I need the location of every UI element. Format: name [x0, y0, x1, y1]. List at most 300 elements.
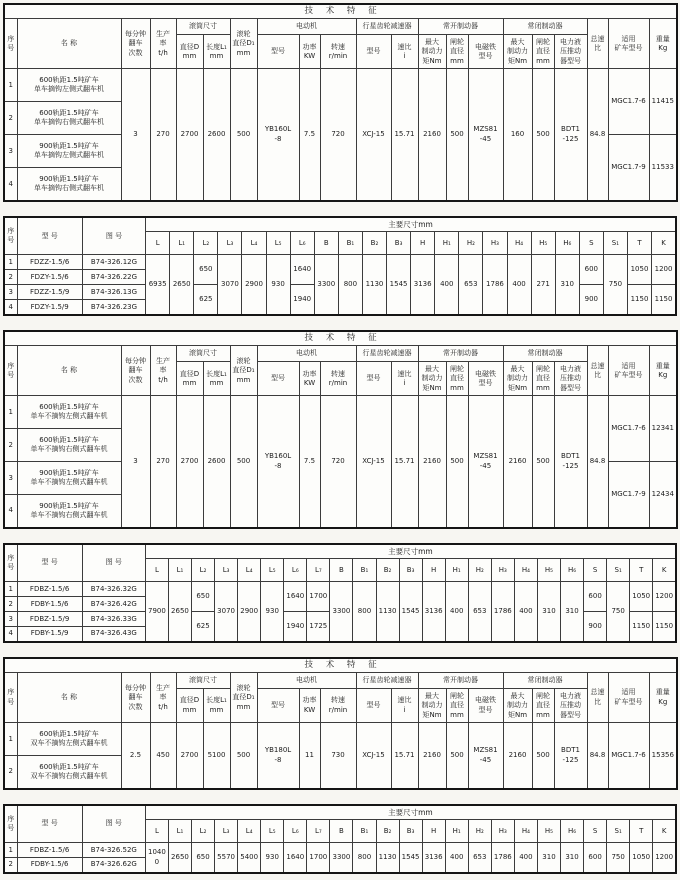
cell-per-min: 2.5 [121, 723, 150, 789]
cell-name-line: 600轨距1.5吨矿车 [39, 403, 99, 411]
cell-K: 1200 [653, 582, 676, 612]
cell-name [17, 168, 121, 201]
header-closed-brake-wheel-line: mm [536, 56, 550, 65]
cell-S: 600 [584, 843, 607, 873]
header-dim-L₃: L₃ [215, 559, 238, 582]
header-dim-K: K [653, 559, 676, 582]
header-dim-L₇: L₇ [307, 559, 330, 582]
header-roller-diameter-line: 直径D₁ [232, 366, 255, 375]
header-motor-group: 电动机 [257, 346, 356, 362]
header-motor-model: 型号 [257, 35, 299, 69]
tech-table-3 [3, 657, 678, 790]
header-roller-diameter [230, 346, 257, 396]
cell-pusher [554, 396, 587, 528]
cell-name-line: 单车摘钩左侧式翻车机 [34, 85, 104, 94]
header-drum-length [203, 35, 230, 69]
header-magnet-model-line: 型号 [478, 378, 493, 387]
header-tips-per-min-line: 翻车 [128, 366, 143, 375]
header-pusher-model [554, 362, 587, 396]
cell-K: 1150 [652, 285, 676, 315]
cell-name-line: 单车不摘钩右侧式翻车机 [30, 445, 108, 454]
header-weight [649, 673, 677, 723]
header-closed-brake-wheel-line: mm [536, 710, 550, 719]
header-motor-group: 电动机 [257, 19, 356, 35]
cell-drawing-no: B74-326.62G [82, 858, 145, 873]
header-weight-line: Kg [658, 43, 668, 52]
header-tips-per-min-line: 翻车 [128, 39, 143, 48]
header-closed-brake-wheel-line: 直径 [536, 701, 550, 710]
header-open-brake-torque-line: 最大 [425, 364, 439, 373]
header-closed-brake-group: 常闭制动器 [503, 673, 587, 689]
cell-seq: 2 [4, 270, 17, 285]
cell-B₂: 1130 [362, 255, 386, 315]
cell-drawing-no: B74-326.12G [82, 255, 145, 270]
cell-name-line: 单车不摘钩左侧式翻车机 [30, 478, 108, 487]
header-motor-model: 型号 [257, 362, 299, 396]
cell-pusher-line: BDT1 [561, 125, 580, 134]
header-dim-B₃: B₃ [387, 232, 411, 255]
header-dim-H₄: H₄ [507, 232, 531, 255]
header-weight-line: Kg [658, 370, 668, 379]
header-seq-line: 序 [7, 361, 15, 370]
header-motor-speed-line: 转速 [331, 42, 345, 51]
header-name: 名 称 [17, 19, 121, 69]
cell-weight: 11415 [649, 69, 677, 135]
cell-motor-model-line: -8 [274, 755, 282, 764]
header-dim-H₆: H₆ [561, 820, 584, 843]
cell-name-line: 600轨距1.5吨矿车 [39, 436, 99, 444]
cell-magnet [468, 396, 503, 528]
header-total-ratio-line: 比 [594, 43, 601, 52]
header-tips-per-min-line: 次数 [128, 702, 143, 711]
cell-drawing-no: B74-326.13G [82, 285, 145, 300]
cell-reducer-ratio: 15.71 [391, 723, 418, 789]
header-pusher-model-line: 压推动 [560, 374, 581, 383]
header-closed-brake-wheel [532, 689, 554, 723]
cell-model: FDZY-1.5/9 [17, 300, 82, 315]
header-seq-line: 序 [7, 814, 15, 823]
header-magnet-model-line: 型号 [478, 51, 493, 60]
header-open-brake-wheel-line: mm [450, 56, 464, 65]
cell-L₇: 1700 [307, 843, 330, 873]
cell-H₅: 310 [537, 582, 560, 642]
cell-name-line: 600轨距1.5吨矿车 [39, 109, 99, 118]
cell-roller-d: 500 [230, 69, 257, 201]
cell-open-wheel: 500 [446, 69, 468, 201]
header-weight-line: 重量 [655, 688, 670, 697]
header-production-rate-line: 率 [159, 366, 167, 375]
cell-L: 10400 [145, 843, 168, 873]
cell-L₅: 930 [266, 255, 290, 315]
cell-B₁: 800 [353, 582, 376, 642]
header-dim-B₂: B₂ [376, 820, 399, 843]
header-roller-diameter-line: 直径D₁ [232, 39, 255, 48]
header-dim-H₃: H₃ [483, 232, 507, 255]
header-reducer-model: 型号 [356, 35, 391, 69]
header-pusher-model-line: 器型号 [560, 56, 581, 65]
header-drum-size-group: 滚筒尺寸 [176, 346, 230, 362]
header-seq-line: 号 [7, 236, 15, 245]
cell-motor-model [257, 723, 299, 789]
cell-seq: 2 [4, 102, 17, 135]
cell-B₂: 1130 [376, 843, 399, 873]
header-open-brake-group: 常开制动器 [418, 673, 503, 689]
cell-closed-torque: 2160 [503, 723, 532, 789]
header-roller-diameter-line: mm [236, 375, 251, 384]
header-tips-per-min-line: 次数 [128, 48, 143, 57]
cell-B: 3300 [314, 255, 338, 315]
header-open-brake-wheel-line: 直径 [450, 47, 464, 56]
cell-open-torque: 2160 [418, 723, 446, 789]
header-dim-B₂: B₂ [362, 232, 386, 255]
cell-drum-len: 5100 [203, 723, 230, 789]
cell-T: 1150 [627, 285, 651, 315]
cell-B₁: 800 [338, 255, 362, 315]
header-reducer-ratio-line: i [403, 378, 406, 387]
cell-motor-power: 11 [299, 723, 320, 789]
cell-K: 1200 [652, 255, 676, 285]
header-pusher-model-line: 电力液 [560, 37, 581, 46]
header-drum-diameter-line: mm [182, 378, 197, 387]
header-open-brake-wheel-line: 直径 [450, 701, 464, 710]
cell-open-torque: 2160 [418, 396, 446, 528]
header-weight-line: Kg [658, 697, 668, 706]
header-dim-S₁: S₁ [607, 559, 630, 582]
header-open-brake-wheel [446, 689, 468, 723]
header-roller-diameter-line: 滚轮 [236, 356, 251, 365]
header-production-rate-line: t/h [158, 48, 168, 57]
header-open-brake-torque-line: 矩Nm [422, 710, 442, 719]
cell-drum-d: 2700 [176, 723, 203, 789]
cell-S: 600 [579, 255, 603, 285]
header-magnet-model [468, 35, 503, 69]
cell-roller-d: 500 [230, 723, 257, 789]
cell-seq: 3 [4, 462, 17, 495]
header-open-brake-wheel [446, 362, 468, 396]
cell-name [17, 723, 121, 756]
header-drum-length-line: 长度L₁ [206, 369, 227, 378]
cell-magnet-line: -45 [479, 755, 492, 764]
cell-T: 1150 [630, 612, 653, 642]
header-dim-B₃: B₃ [399, 559, 422, 582]
cell-rate: 270 [150, 396, 176, 528]
header-total-ratio-line: 总速 [590, 688, 605, 697]
cell-H₆: 310 [561, 582, 584, 642]
cell-weight: 12341 [649, 396, 677, 462]
header-name: 名 称 [17, 346, 121, 396]
cell-name-line: 单车不摘钩右侧式翻车机 [30, 511, 108, 520]
cell-model: FDBY-1.5/9 [17, 627, 82, 642]
cell-car-model: MGC1.7-6 [608, 69, 649, 135]
dim-table-2 [3, 543, 677, 643]
cell-L₂: 650 [194, 255, 218, 285]
cell-total-ratio: 84.8 [587, 396, 608, 528]
header-total-ratio-line: 比 [594, 370, 601, 379]
header-closed-brake-torque-line: 最大 [510, 364, 525, 373]
header-seq-line: 序 [7, 226, 15, 235]
cell-B: 3300 [330, 582, 353, 642]
cell-reducer-model: XCJ-15 [356, 69, 391, 201]
header-magnet-model [468, 362, 503, 396]
cell-reducer-model: XCJ-15 [356, 723, 391, 789]
header-drum-length-line: 长度L₁ [206, 696, 227, 705]
table-title: 技 术 特 征 [4, 658, 677, 673]
cell-closed-torque: 160 [503, 69, 532, 201]
cell-motor-model [257, 69, 299, 201]
cell-name-line: 600轨距1.5吨矿车 [39, 76, 99, 85]
cell-pusher-line: -125 [562, 755, 579, 764]
header-dim-L: L [145, 559, 168, 582]
header-seq-line: 序 [7, 688, 15, 697]
header-seq [4, 805, 17, 843]
cell-H₄: 400 [514, 582, 537, 642]
header-reducer-ratio [391, 689, 418, 723]
header-closed-brake-torque-line: 矩Nm [507, 710, 528, 719]
header-drum-length-line: mm [209, 378, 224, 387]
cell-weight: 11533 [649, 135, 677, 201]
cell-drawing-no: B74-326.42G [82, 597, 145, 612]
header-seq [4, 673, 17, 723]
cell-H₆: 310 [555, 255, 579, 315]
header-reducer-ratio [391, 35, 418, 69]
cell-S: 600 [584, 582, 607, 612]
header-dim-L₂: L₂ [192, 559, 215, 582]
cell-seq: 1 [4, 582, 17, 597]
cell-name [17, 495, 121, 528]
header-dim-H₃: H₃ [491, 820, 514, 843]
header-dim-L₄: L₄ [238, 559, 261, 582]
cell-model: FDBY-1.5/6 [17, 858, 82, 873]
cell-motor-model-line: -8 [274, 461, 282, 470]
header-production-rate [150, 19, 176, 69]
header-dim-T: T [630, 559, 653, 582]
header-reducer-ratio [391, 362, 418, 396]
header-closed-brake-wheel-line: mm [536, 383, 550, 392]
header-tips-per-min-line: 每分钟 [125, 29, 146, 38]
cell-seq: 1 [4, 723, 17, 756]
dim-table-1 [3, 216, 677, 316]
header-dim-B: B [314, 232, 338, 255]
header-dim-T: T [630, 820, 653, 843]
header-roller-diameter-line: 滚轮 [236, 683, 251, 692]
cell-seq: 2 [4, 597, 17, 612]
cell-L₇: 1725 [307, 612, 330, 642]
cell-name-line: 900轨距1.5吨矿车 [39, 174, 99, 183]
header-closed-brake-wheel-line: 闸轮 [536, 37, 550, 46]
header-dim-L₆: L₆ [284, 820, 307, 843]
header-car-model-line: 适用 [621, 688, 636, 697]
header-drum-diameter [176, 35, 203, 69]
cell-H₁: 400 [445, 582, 468, 642]
cell-per-min: 3 [121, 69, 150, 201]
cell-seq: 1 [4, 396, 17, 429]
header-dim-L₁: L₁ [170, 232, 194, 255]
cell-L₂: 625 [194, 285, 218, 315]
cell-closed-wheel: 500 [532, 396, 554, 528]
cell-name-line: 双车不摘钩左侧式翻车机 [30, 739, 108, 748]
cell-L₁: 2650 [168, 582, 191, 642]
header-car-model-line: 适用 [621, 361, 636, 370]
cell-rate: 450 [150, 723, 176, 789]
cell-drawing-no: B74-326.43G [82, 627, 145, 642]
cell-name [17, 102, 121, 135]
cell-seq: 2 [4, 756, 17, 789]
cell-seq: 4 [4, 168, 17, 201]
header-dim-H: H [411, 232, 435, 255]
header-seq [4, 544, 17, 582]
cell-drawing-no: B74-326.33G [82, 612, 145, 627]
header-pusher-model-line: 电力液 [560, 691, 581, 700]
header-drum-length-line: mm [209, 51, 224, 60]
cell-B₃: 1545 [399, 582, 422, 642]
header-open-brake-torque-line: 矩Nm [422, 383, 442, 392]
cell-seq: 2 [4, 858, 17, 873]
header-weight [649, 19, 677, 69]
header-total-ratio-line: 总速 [590, 361, 605, 370]
header-open-brake-torque-line: 最大 [425, 37, 439, 46]
header-tips-per-min-line: 每分钟 [125, 356, 146, 365]
tech-table-2 [3, 330, 678, 529]
cell-H₃: 1786 [491, 582, 514, 642]
header-closed-brake-torque [503, 35, 532, 69]
header-tips-per-min [121, 346, 150, 396]
header-motor-power [299, 35, 320, 69]
cell-H: 3136 [422, 582, 445, 642]
header-open-brake-torque-line: 最大 [425, 691, 439, 700]
cell-magnet [468, 723, 503, 789]
header-dim-L₆: L₆ [284, 559, 307, 582]
header-dim-B₁: B₁ [353, 820, 376, 843]
cell-H: 3136 [422, 843, 445, 873]
header-closed-brake-torque-line: 矩Nm [507, 383, 528, 392]
header-closed-brake-torque-line: 最大 [510, 37, 525, 46]
cell-H₂: 653 [468, 582, 491, 642]
header-closed-brake-torque-line: 矩Nm [507, 56, 528, 65]
cell-open-wheel: 500 [446, 396, 468, 528]
header-motor-power-line: KW [303, 51, 316, 60]
cell-S₁: 750 [607, 843, 630, 873]
header-dim-B₁: B₁ [338, 232, 362, 255]
header-open-brake-wheel [446, 35, 468, 69]
header-dim-H₁: H₁ [435, 232, 459, 255]
cell-magnet-line: MZS81 [473, 125, 498, 134]
header-drum-diameter [176, 689, 203, 723]
table-title: 技 术 特 征 [4, 4, 677, 19]
cell-magnet-line: -45 [479, 134, 492, 143]
header-reducer-group: 行星齿轮减速器 [356, 346, 418, 362]
header-car-model-line: 适用 [621, 34, 636, 43]
cell-H: 3136 [411, 255, 435, 315]
cell-per-min: 3 [121, 396, 150, 528]
header-pusher-model-line: 压推动 [560, 47, 581, 56]
header-tips-per-min-line: 次数 [128, 375, 143, 384]
cell-L₆: 1940 [290, 285, 314, 315]
header-drum-length-line: 长度L₁ [206, 42, 227, 51]
header-open-brake-group: 常开制动器 [418, 19, 503, 35]
header-dim-L₃: L₃ [218, 232, 242, 255]
header-reducer-ratio-line: i [403, 705, 406, 714]
cell-S: 900 [579, 285, 603, 315]
header-open-brake-wheel-line: mm [450, 710, 464, 719]
header-pusher-model-line: 压推动 [560, 701, 581, 710]
header-seq-line: 序 [7, 553, 15, 562]
cell-name-line: 900轨距1.5吨矿车 [39, 142, 99, 151]
cell-H₆: 310 [561, 843, 584, 873]
header-motor-speed [320, 362, 356, 396]
cell-name-line: 单车不摘钩左侧式翻车机 [30, 412, 108, 421]
cell-L₃: 3070 [218, 255, 242, 315]
header-drum-diameter [176, 362, 203, 396]
header-dim-H: H [422, 820, 445, 843]
header-dim-B₁: B₁ [353, 559, 376, 582]
cell-H₄: 400 [514, 843, 537, 873]
cell-L₇: 1700 [307, 582, 330, 612]
cell-H₄: 400 [507, 255, 531, 315]
header-open-brake-torque [418, 35, 446, 69]
cell-closed-torque: 2160 [503, 396, 532, 528]
header-motor-power-line: 功率 [302, 696, 317, 705]
header-magnet-model [468, 689, 503, 723]
header-drum-diameter-line: 直径D [179, 369, 200, 378]
header-dim-L₃: L₃ [215, 820, 238, 843]
cell-magnet-line: -45 [479, 461, 492, 470]
header-dim-L₅: L₅ [261, 820, 284, 843]
header-car-model [608, 19, 649, 69]
header-motor-speed-line: r/min [328, 51, 348, 60]
header-weight-line: 重量 [655, 361, 670, 370]
header-reducer-ratio-line: 速比 [397, 696, 412, 705]
cell-L₆: 1640 [284, 582, 307, 612]
header-dim-H₅: H₅ [537, 820, 560, 843]
cell-drawing-no: B74-326.22G [82, 270, 145, 285]
cell-seq: 2 [4, 429, 17, 462]
header-roller-diameter-line: mm [236, 48, 251, 57]
header-weight [649, 346, 677, 396]
cell-H₁: 400 [445, 843, 468, 873]
cell-K: 1150 [653, 612, 676, 642]
cell-seq: 3 [4, 612, 17, 627]
header-tips-per-min [121, 673, 150, 723]
cell-car-model: MGC1.7-6 [608, 396, 649, 462]
header-closed-brake-torque-line: 制动力 [507, 374, 528, 383]
cell-drum-d: 2700 [176, 396, 203, 528]
cell-S: 900 [584, 612, 607, 642]
cell-magnet-line: MZS81 [473, 746, 498, 755]
header-dim-H₄: H₄ [514, 820, 537, 843]
header-roller-diameter [230, 19, 257, 69]
header-dim-H₄: H₄ [514, 559, 537, 582]
header-dim-B: B [330, 820, 353, 843]
cell-name-line: 双车不摘钩右侧式翻车机 [30, 772, 108, 781]
header-dim-H₂: H₂ [459, 232, 483, 255]
cell-closed-wheel: 500 [532, 723, 554, 789]
dimensions-title: 主要尺寸mm [145, 805, 676, 820]
header-dim-H: H [422, 559, 445, 582]
cell-open-wheel: 500 [446, 723, 468, 789]
cell-seq: 1 [4, 255, 17, 270]
header-car-model [608, 346, 649, 396]
header-dim-L₆: L₆ [290, 232, 314, 255]
cell-S₁: 750 [607, 582, 630, 642]
header-total-ratio-line: 比 [594, 697, 601, 706]
header-reducer-group: 行星齿轮减速器 [356, 673, 418, 689]
cell-car-model: MGC1.7-9 [608, 135, 649, 201]
header-production-rate-line: 率 [159, 39, 167, 48]
cell-L₅: 930 [261, 582, 284, 642]
cell-motor-model-line: YB180L [264, 746, 292, 755]
cell-L₆: 1940 [284, 612, 307, 642]
header-dim-S₁: S₁ [607, 820, 630, 843]
